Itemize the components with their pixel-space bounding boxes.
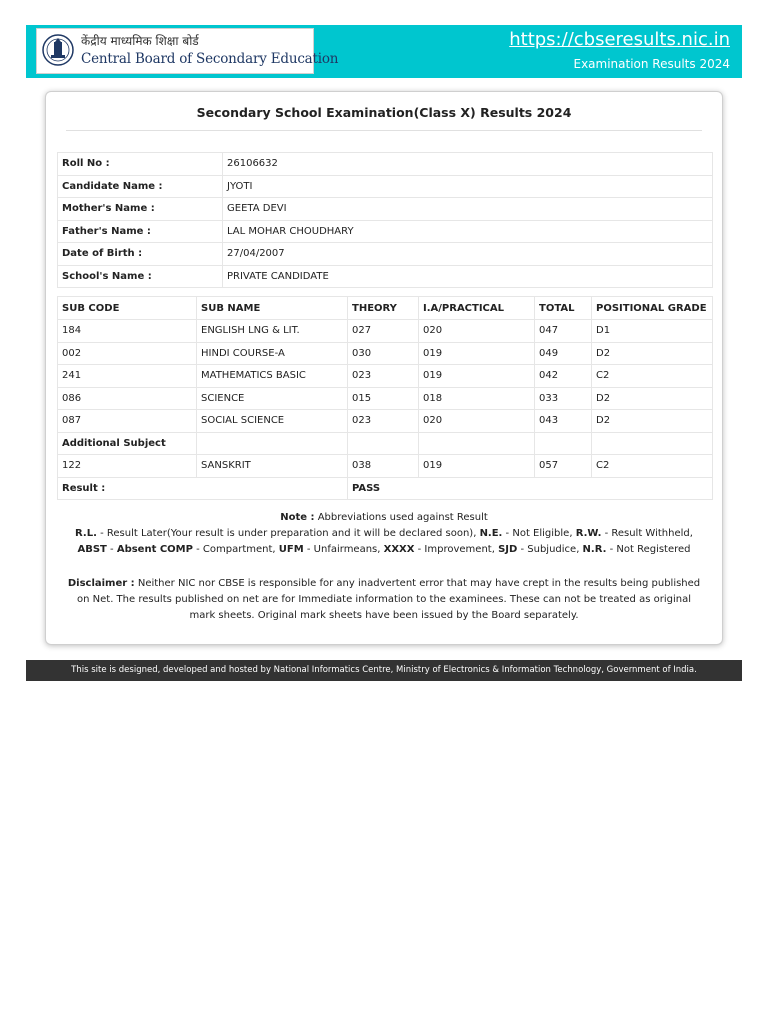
subject-cell: C2 <box>592 365 713 388</box>
additional-subject-label: Additional Subject <box>58 432 197 455</box>
abbreviation-meaning: - Not Registered <box>606 544 691 555</box>
info-label: Roll No : <box>58 153 223 176</box>
site-url-link[interactable]: https://cbseresults.nic.in <box>509 29 730 50</box>
result-label: Result : <box>58 477 348 500</box>
subject-cell: 023 <box>348 410 419 433</box>
subject-cell: 042 <box>535 365 592 388</box>
abbreviation-meaning: - Not Eligible, <box>502 528 576 539</box>
candidate-info-row <box>58 220 713 243</box>
subject-cell: C2 <box>592 455 713 478</box>
subject-cell: 038 <box>348 455 419 478</box>
column-header: THEORY <box>348 297 419 320</box>
subject-cell: D2 <box>592 342 713 365</box>
subject-cell: 020 <box>419 410 535 433</box>
candidate-info-table <box>57 152 713 288</box>
abbreviation-meaning: - Result Withheld, <box>601 528 697 539</box>
abbreviation: ABST <box>77 544 107 555</box>
subject-cell: 023 <box>348 365 419 388</box>
info-label: School's Name : <box>58 265 223 288</box>
cbse-logo[interactable] <box>36 28 339 74</box>
subject-cell: SOCIAL SCIENCE <box>197 410 348 433</box>
subject-cell: 049 <box>535 342 592 365</box>
subject-cell: 015 <box>348 387 419 410</box>
subject-cell: 122 <box>58 455 197 478</box>
result-card <box>45 91 723 645</box>
subject-row <box>58 410 713 433</box>
cbse-emblem-icon <box>41 33 75 69</box>
info-value: 26106632 <box>223 153 713 176</box>
title-divider <box>66 130 702 131</box>
abbreviation: XXXX <box>383 544 415 555</box>
info-label: Candidate Name : <box>58 175 223 198</box>
additional-subject-row <box>58 432 713 455</box>
result-value: PASS <box>348 477 713 500</box>
disclaimer-text: Neither NIC nor CBSE is responsible for any inadvertent error that may have crept in the results being published on Net. The results published on net are for Immediate information to the examinees. These can not be treated as original mark sheets. Original mark sheets have been issued by the Board separately. <box>77 578 701 621</box>
info-label: Date of Birth : <box>58 243 223 266</box>
candidate-info-row <box>58 243 713 266</box>
subject-cell: 027 <box>348 320 419 343</box>
column-header: TOTAL <box>535 297 592 320</box>
subject-row <box>58 320 713 343</box>
subject-cell: SCIENCE <box>197 387 348 410</box>
subject-cell: MATHEMATICS BASIC <box>197 365 348 388</box>
abbreviation: R.L. <box>75 528 97 539</box>
column-header: I.A/PRACTICAL <box>419 297 535 320</box>
subject-cell: D1 <box>592 320 713 343</box>
subject-row <box>58 455 713 478</box>
subject-cell: 018 <box>419 387 535 410</box>
abbreviation-meaning: - Subjudice, <box>517 544 583 555</box>
empty-cell <box>535 432 592 455</box>
abbreviation-meaning: - <box>106 544 117 555</box>
subject-cell: 020 <box>419 320 535 343</box>
subject-cell: D2 <box>592 387 713 410</box>
subject-cell: 057 <box>535 455 592 478</box>
disclaimer-title: Disclaimer : <box>67 578 135 589</box>
subject-cell: 043 <box>535 410 592 433</box>
note-intro: Abbreviations used against Result <box>317 512 488 523</box>
abbreviation-list <box>66 526 702 558</box>
subject-row <box>58 365 713 388</box>
site-footer: This site is designed, developed and hosted by National Informatics Centre, Ministry of Electronics & Information Technology, Government of India. <box>26 660 742 681</box>
subject-row <box>58 387 713 410</box>
info-value: GEETA DEVI <box>223 198 713 221</box>
note-section <box>66 510 702 558</box>
logo-hindi-text: केंद्रीय माध्यमिक शिक्षा बोर्ड <box>81 34 199 48</box>
result-row <box>58 477 713 500</box>
abbreviation: N.R. <box>582 544 607 555</box>
subject-cell: 019 <box>419 342 535 365</box>
subject-cell: 019 <box>419 365 535 388</box>
marks-header-row <box>58 297 713 320</box>
column-header: SUB NAME <box>197 297 348 320</box>
abbreviation: R.W. <box>575 528 602 539</box>
abbreviation-meaning: - Unfairmeans, <box>303 544 384 555</box>
empty-cell <box>419 432 535 455</box>
candidate-info-row <box>58 175 713 198</box>
empty-cell <box>348 432 419 455</box>
subject-cell: 047 <box>535 320 592 343</box>
abbreviation: N.E. <box>479 528 503 539</box>
result-title: Secondary School Examination(Class X) Results 2024 <box>196 105 572 120</box>
info-value: 27/04/2007 <box>223 243 713 266</box>
candidate-info-row <box>58 198 713 221</box>
column-header: POSITIONAL GRADE <box>592 297 713 320</box>
info-value: PRIVATE CANDIDATE <box>223 265 713 288</box>
subject-cell: 033 <box>535 387 592 410</box>
subject-cell: 030 <box>348 342 419 365</box>
abbreviation-meaning: - Improvement, <box>414 544 499 555</box>
column-header: SUB CODE <box>58 297 197 320</box>
abbreviation: SJD <box>498 544 518 555</box>
logo-english-text: Central Board of Secondary Education <box>81 51 339 67</box>
header-subtitle: Examination Results 2024 <box>573 57 730 71</box>
subject-cell: 087 <box>58 410 197 433</box>
site-header <box>26 25 742 78</box>
abbreviation-meaning: - Compartment, <box>192 544 279 555</box>
abbreviation-meaning: - Result Later(Your result is under preparation and it will be declared soon), <box>96 528 480 539</box>
abbreviation: Absent COMP <box>116 544 193 555</box>
candidate-info-row <box>58 265 713 288</box>
subject-cell: 002 <box>58 342 197 365</box>
abbreviation: UFM <box>278 544 304 555</box>
info-label: Father's Name : <box>58 220 223 243</box>
empty-cell <box>592 432 713 455</box>
subject-cell: D2 <box>592 410 713 433</box>
note-title: Note : <box>280 512 315 523</box>
candidate-info-row <box>58 153 713 176</box>
subject-row <box>58 342 713 365</box>
subject-cell: SANSKRIT <box>197 455 348 478</box>
empty-cell <box>197 432 348 455</box>
subject-cell: 241 <box>58 365 197 388</box>
subject-cell: ENGLISH LNG & LIT. <box>197 320 348 343</box>
subject-cell: 019 <box>419 455 535 478</box>
disclaimer-section <box>66 576 702 624</box>
subject-cell: 184 <box>58 320 197 343</box>
info-label: Mother's Name : <box>58 198 223 221</box>
subject-cell: 086 <box>58 387 197 410</box>
marks-table <box>57 296 713 500</box>
info-value: JYOTI <box>223 175 713 198</box>
subject-cell: HINDI COURSE-A <box>197 342 348 365</box>
info-value: LAL MOHAR CHOUDHARY <box>223 220 713 243</box>
